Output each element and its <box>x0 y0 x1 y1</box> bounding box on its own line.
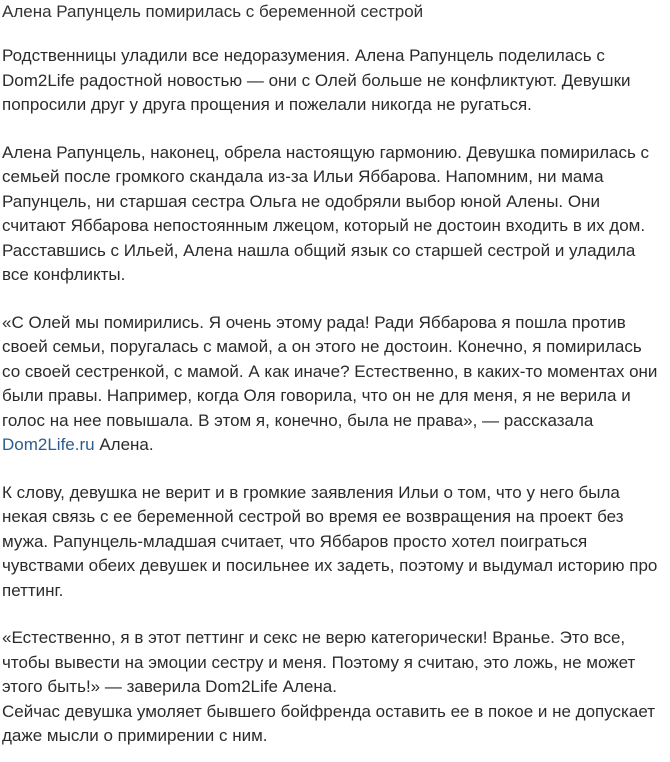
article-quote-paragraph <box>2 311 664 458</box>
article-quote-paragraph: «Естественно, я в этот петтинг и секс не верю категорически! Вранье. Это все, чтобы вывести на эмоции сестру и меня. Поэтому я считаю, это ложь, не может этого быть!» — заверила Dom2Life Алена. <box>2 628 636 696</box>
article-paragraph: Алена Рапунцель, наконец, обрела настоящую гармонию. Девушка помирилась с семьей после громкого скандала из-за Ильи Яббарова. Напомним, ни мама Рапунцель, ни старшая сестра Ольга не одобряли выбор юной Алены. Они считают Яббарова непостоянным лжецом, который не достоин входить в их дом. Расставшись с Ильей, Алена нашла общий язык со старшей сестрой и уладила все конфликты. <box>2 142 650 284</box>
article-paragraph: Родственницы уладили все недоразумения. Алена Рапунцель поделилась с Dom2Life радостной новостью — они с Олей больше не конфликтуют. Девушки попросили друг у друга прощения и пожелали никогда не ругаться. <box>2 46 631 114</box>
quote-attribution: Алена. <box>94 435 154 454</box>
article-title: Алена Рапунцель помирилась с беременной сестрой <box>2 2 424 21</box>
article-paragraph: Сейчас девушка умоляет бывшего бойфренда оставить ее в покое и не допускает даже мысли о примирении с ним. <box>2 701 655 745</box>
article-paragraph: К слову, девушка не верит и в громкие заявления Ильи о том, что у него была некая связь с ее беременной сестрой во время ее возвращения на проект без мужа. Рапунцель-младшая считает, что Яббаров просто хотел поиграться чувствами обеих девушек и посильнее их задеть, поэтому и выдумал историю про петтинг. <box>2 482 658 600</box>
quote-text: «С Олей мы помирились. Я очень этому рада! Ради Яббарова я пошла против своей семьи, поругалась с мамой, а он этого не достоин. Конечно, я помирилась со своей сестренкой, с мамой. А как иначе? Естественно, в каких-то моментах они были правы. Например, когда Оля говорила, что он не для меня, я не верила и голос на нее повышала. В этом я, конечно, была не права», — рассказала <box>2 312 658 430</box>
source-link[interactable]: Dom2Life.ru <box>2 435 95 454</box>
